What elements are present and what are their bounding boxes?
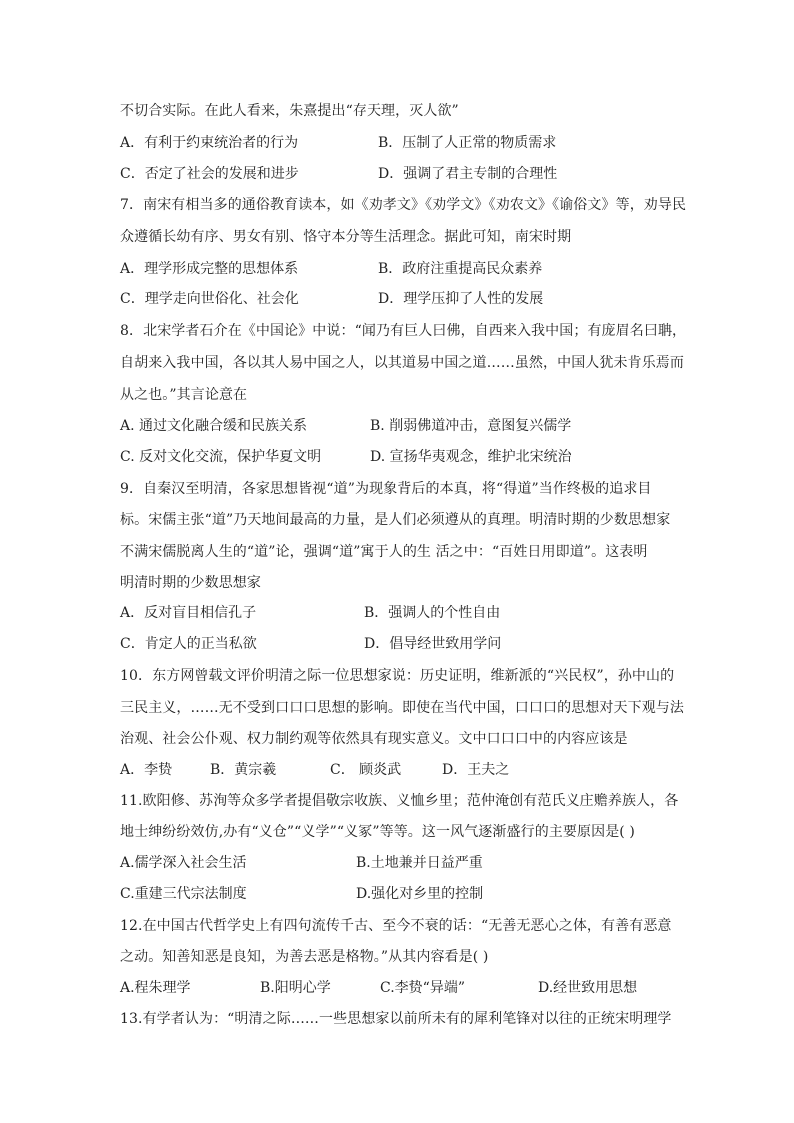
- q13-line-1: 13.有学者认为：“明清之际……一些思想家以前所未有的犀利笔锋对以往的正统宋明理学: [120, 1011, 672, 1027]
- q9-line-3: 不满宋儒脱离人生的“道”论，强调“道”寓于人的生 活之中：“百姓日用即道”。这表明: [120, 544, 648, 560]
- q8-option-a: A. 通过文化融合缓和民族关系: [120, 418, 308, 434]
- q8-line-3: 从之也。”其言论意在: [120, 387, 248, 403]
- q9-option-d: D．倡导经世致用学问: [364, 636, 502, 652]
- q12-option-c: C.李贽“异端”: [380, 980, 465, 996]
- q12-option-d: D.经世致用思想: [538, 980, 638, 996]
- q7-option-a: A．理学形成完整的思想体系: [120, 261, 299, 277]
- q11-line-1: 11.欧阳修、苏洵等众多学者提倡敬宗收族、义恤乡里；范仲淹创有范氏义庄赡养族人，各: [120, 793, 679, 809]
- q10-option-a: A．李贽: [120, 762, 173, 778]
- q10-option-b: B．黄宗羲: [210, 762, 277, 778]
- q8-option-d: D. 宣扬华夷观念，维护北宋统治: [370, 449, 572, 465]
- q12-option-b: B.阳明心学: [260, 980, 331, 996]
- q7-line-2: 众遵循长幼有序、男女有别、恪守本分等生活理念。据此可知，南宋时期: [120, 229, 572, 245]
- q7-option-d: D．理学压抑了人性的发展: [378, 291, 544, 307]
- q9-line-4: 明清时期的少数思想家: [120, 575, 261, 591]
- intro-option-b: B．压制了人正常的物质需求: [378, 135, 557, 151]
- intro-option-a: A．有利于约束统治者的行为: [120, 135, 299, 151]
- intro-option-d: D．强调了君主专制的合理性: [378, 166, 558, 182]
- q8-line-2: 自胡来入我中国，各以其人易中国之人，以其道易中国之道……虽然，中国人犹未肯乐焉而: [120, 355, 684, 371]
- q11-option-b: B.土地兼并日益严重: [356, 855, 483, 871]
- intro-option-c: C．否定了社会的发展和进步: [120, 166, 299, 182]
- q7-option-c: C．理学走向世俗化、社会化: [120, 291, 299, 307]
- q7-option-b: B．政府注重提高民众素养: [378, 261, 543, 277]
- q8-line-1: 8．北宋学者石介在《中国论》中说：“闻乃有巨人曰佛，自西来入我中国；有庞眉名曰聃，: [120, 323, 687, 339]
- q9-option-a: A．反对盲目相信孔子: [120, 605, 257, 621]
- intro-line: 不切合实际。在此人看来，朱熹提出“存天理，灭人欲”: [120, 103, 459, 119]
- q10-line-2: 三民主义，……无不受到口口口思想的影响。即使在当代中国，口口口的思想对天下观与法: [120, 700, 684, 716]
- q9-option-c: C．肯定人的正当私欲: [120, 636, 257, 652]
- q9-option-b: B．强调人的个性自由: [364, 605, 501, 621]
- q8-option-b: B. 削弱佛道冲击，意图复兴儒学: [370, 418, 572, 434]
- q11-option-a: A.儒学深入社会生活: [120, 855, 247, 871]
- q8-option-c: C. 反对文化交流，保护华夏文明: [120, 449, 322, 465]
- q11-option-d: D.强化对乡里的控制: [356, 886, 484, 902]
- q11-option-c: C.重建三代宗法制度: [120, 886, 247, 902]
- q10-line-1: 10．东方网曾载文评价明清之际一位思想家说：历史证明，维新派的“兴民权”，孙中山的: [120, 668, 675, 684]
- q10-line-3: 治观、社会公仆观、权力制约观等依然具有现实意义。文中口口口中的内容应该是: [120, 731, 628, 747]
- q12-line-2: 之动。知善知恶是良知，为善去恶是格物。”从其内容看是( ): [120, 949, 489, 965]
- q12-option-a: A.程朱理学: [120, 980, 191, 996]
- q10-option-d: D．王夫之: [442, 762, 510, 778]
- q12-line-1: 12.在中国古代哲学史上有四句流传千古、至今不衰的话：“无善无恶心之体，有善有恶意: [120, 918, 672, 934]
- q11-line-2: 地士绅纷纷效仿,办有“义仓”“义学”“义冢”等等。这一风气逐渐盛行的主要原因是( ): [120, 824, 635, 840]
- q9-line-1: 9．自秦汉至明清，各家思想皆视“道”为现象背后的本真，将“得道”当作终极的追求目: [120, 481, 652, 497]
- q10-option-c: C． 顾炎武: [330, 762, 402, 778]
- q7-line-1: 7．南宋有相当多的通俗教育读本，如《劝孝文》《劝学文》《劝农文》《谕俗文》等，劝导民: [120, 197, 687, 213]
- q9-line-2: 标。宋儒主张“道”乃天地间最高的力量，是人们必须遵从的真理。明清时期的少数思想家: [120, 512, 671, 528]
